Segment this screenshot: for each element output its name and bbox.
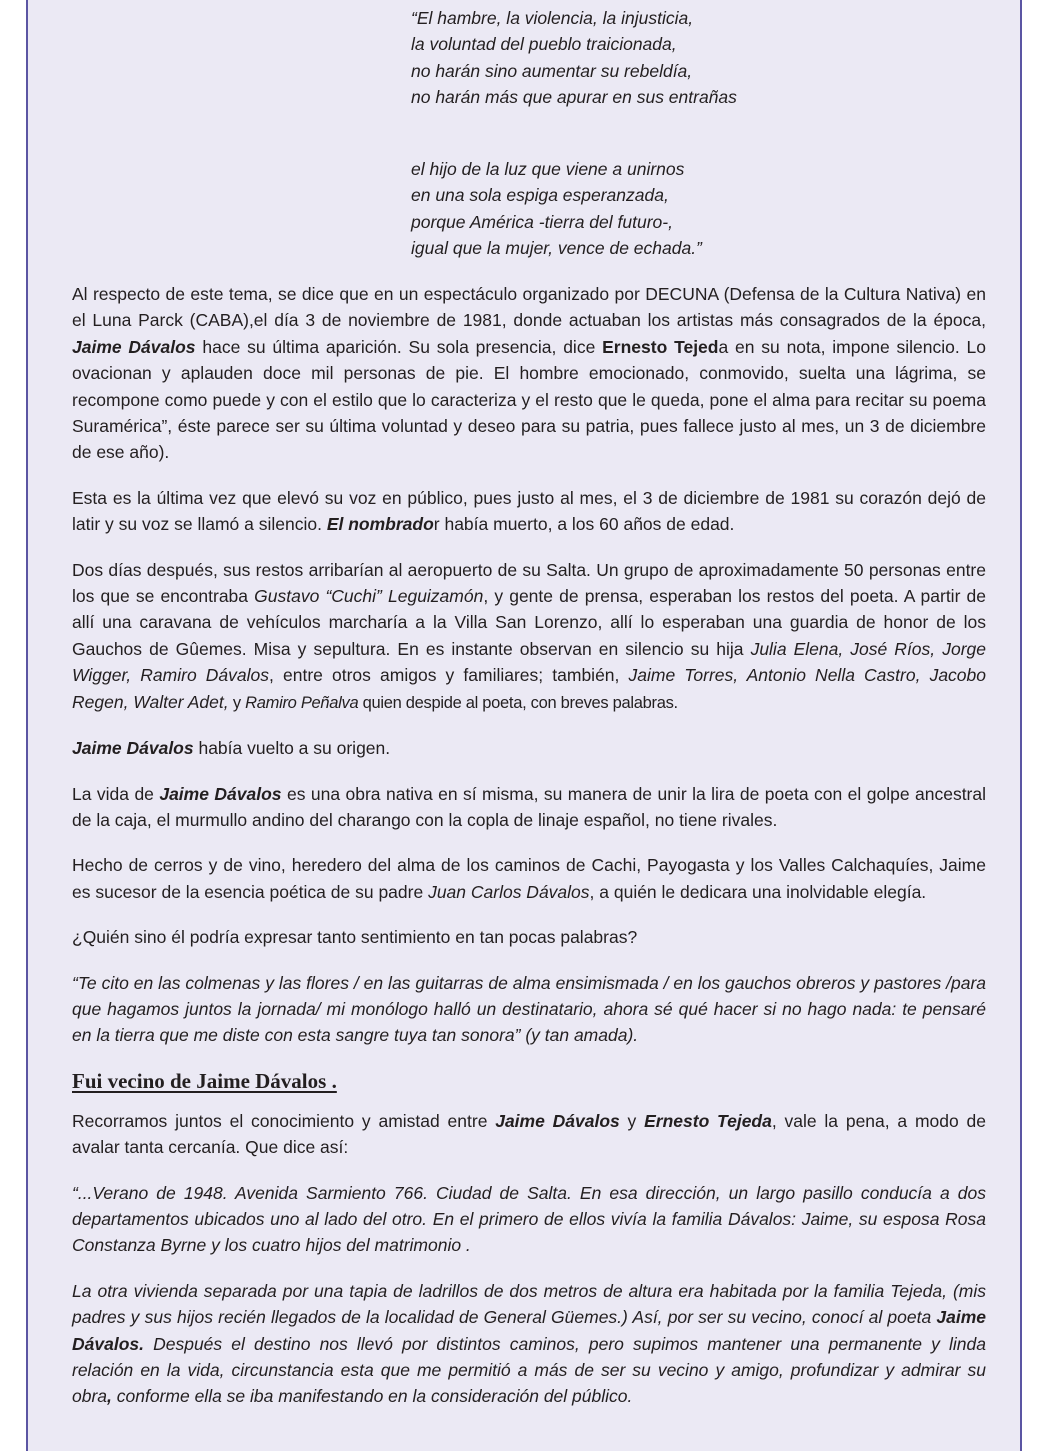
paragraph-luna-park: Al respecto de este tema, se dice que en un espectáculo organizado por DECUNA (Defensa de la Cultura Nativa) en el Luna Parck (CABA),el día 3 de noviembre de 1981, donde actuaban los artistas más consagrados de la época, Jaime Dávalos hace su última aparición. Su sola presencia, dice Ernesto Tejeda en su nota, impone silencio. Lo ovacionan y aplauden doce mil personas de pie. El hombre emocionado, conmovido, suelta una lágrima, se recompone como puede y con el estilo que lo caracteriza y el resto que le queda, pone el alma para recitar su poema Suramérica”, éste parece ser su última voluntad y deseo para su patria, pues fallece justo al mes, un 3 de diciembre de ese año).	[72, 284, 986, 463]
paragraph-last-time: Esta es la última vez que elevó su voz en público, pues justo al mes, el 3 de diciembre de 1981 su corazón dejó de latir y su voz se llamó a silencio. El nombrador había muerto, a los 60 años de edad.	[72, 487, 986, 535]
paragraph-verano: “...Verano de 1948. Avenida Sarmiento 766. Ciudad de Salta. En esa dirección, un largo pasillo conducía a dos departamentos ubicados uno al lado del otro. En el primero de ellos vivía la familia Dávalos: Jaime, su esposa Rosa Constanza Byrne y los cuatro hijos del matrimonio .	[72, 1182, 986, 1256]
paragraph-neighbor: La otra vivienda separada por una tapia de ladrillos de dos metros de altura era habitada por la familia Tejeda, (mis padres y sus hijos recién llegados de la localidad de General Güemes.) Así, por ser su vecino, conocí al poeta Jaime Dávalos. Después el destino nos llevó por distintos caminos, pero supimos mantener una permanente y linda relación en la vida, circunstancia esta que me permitió a más de ser su vecino y amigo, profundizar y admirar su obra, conforme ella se iba manifestando en la consideración del público.	[72, 1280, 986, 1407]
paragraph-life: La vida de Jaime Dávalos es una obra nativa en sí misma, su manera de unir la lira de poeta con el golpe ancestral de la caja, el murmullo andino del charango con la copla de linaje español, no tiene rivales.	[72, 783, 987, 830]
paragraph-heritage: Hecho de cerros y de vino, heredero del alma de los caminos de Cachi, Payogasta y los Valles Calchaquíes, Jaime es sucesor de la esencia poética de su padre Juan Carlos Dávalos, a quién le dedicara una inolvidable elegía.	[72, 855, 986, 902]
section-heading: Fui vecino de Jaime Dávalos .	[72, 1068, 337, 1093]
document-page	[26, 0, 1022, 1451]
poem-stanza-1: “El hambre, la violencia, la injusticia, la voluntad del pueblo traicionada, no harán sino aumentar su rebeldía, no harán más que apurar en sus entrañas	[411, 8, 737, 108]
paragraph-funeral: Dos días después, sus restos arribarían al aeropuerto de su Salta. Un grupo de aproximadamente 50 personas entre los que se encontraba Gustavo “Cuchi” Leguizamón, y gente de prensa, esperaban los restos del poeta. A partir de allí una caravana de vehículos marcharía a la Villa San Lorenzo, allí lo esperaban una guardia de honor de los Gauchos de Gûemes. Misa y sepultura. En es instante observan en silencio su hija Julia Elena, José Ríos, Jorge Wigger, Ramiro Dávalos, entre otros amigos y familiares; también, Jaime Torres, Antonio Nella Castro, Jacobo Regen, Walter Adet, y Ramiro Peñalva quien despide al poeta, con breves palabras.	[72, 559, 986, 712]
paragraph-question: ¿Quién sino él podría expresar tanto sentimiento en tan pocas palabras?	[72, 927, 638, 948]
name-ernesto-tejeda: Ernesto Tejed	[602, 336, 719, 357]
article-body	[72, 281, 986, 1429]
paragraph-friendship: Recorramos juntos el conocimiento y amistad entre Jaime Dávalos y Ernesto Tejeda, vale la pena, a modo de avalar tanta cercanía. Que dice así:	[72, 1110, 986, 1158]
paragraph-quote: “Te cito en las colmenas y las flores / en las guitarras de alma ensimismada / en los gauchos obreros y pastores /para que hagamos juntos la jornada/ mi monólogo halló un destinatario, ahora sé qué hacer si no hago nada: te pensaré en la tierra que me diste con esta sangre tuya tan sonora” (y tan amada).	[72, 972, 986, 1046]
name-el-nombrado: El nombrado	[326, 514, 434, 535]
name-jaime-davalos: Jaime Dávalos	[72, 336, 196, 357]
paragraph-origin: Jaime Dávalos había vuelto a su origen.	[72, 738, 391, 759]
poem-stanza-2: el hijo de la luz que viene a unirnos en una sola espiga esperanzada, porque América -tierra del futuro-, igual que la mujer, vence de echada.”	[411, 159, 702, 259]
